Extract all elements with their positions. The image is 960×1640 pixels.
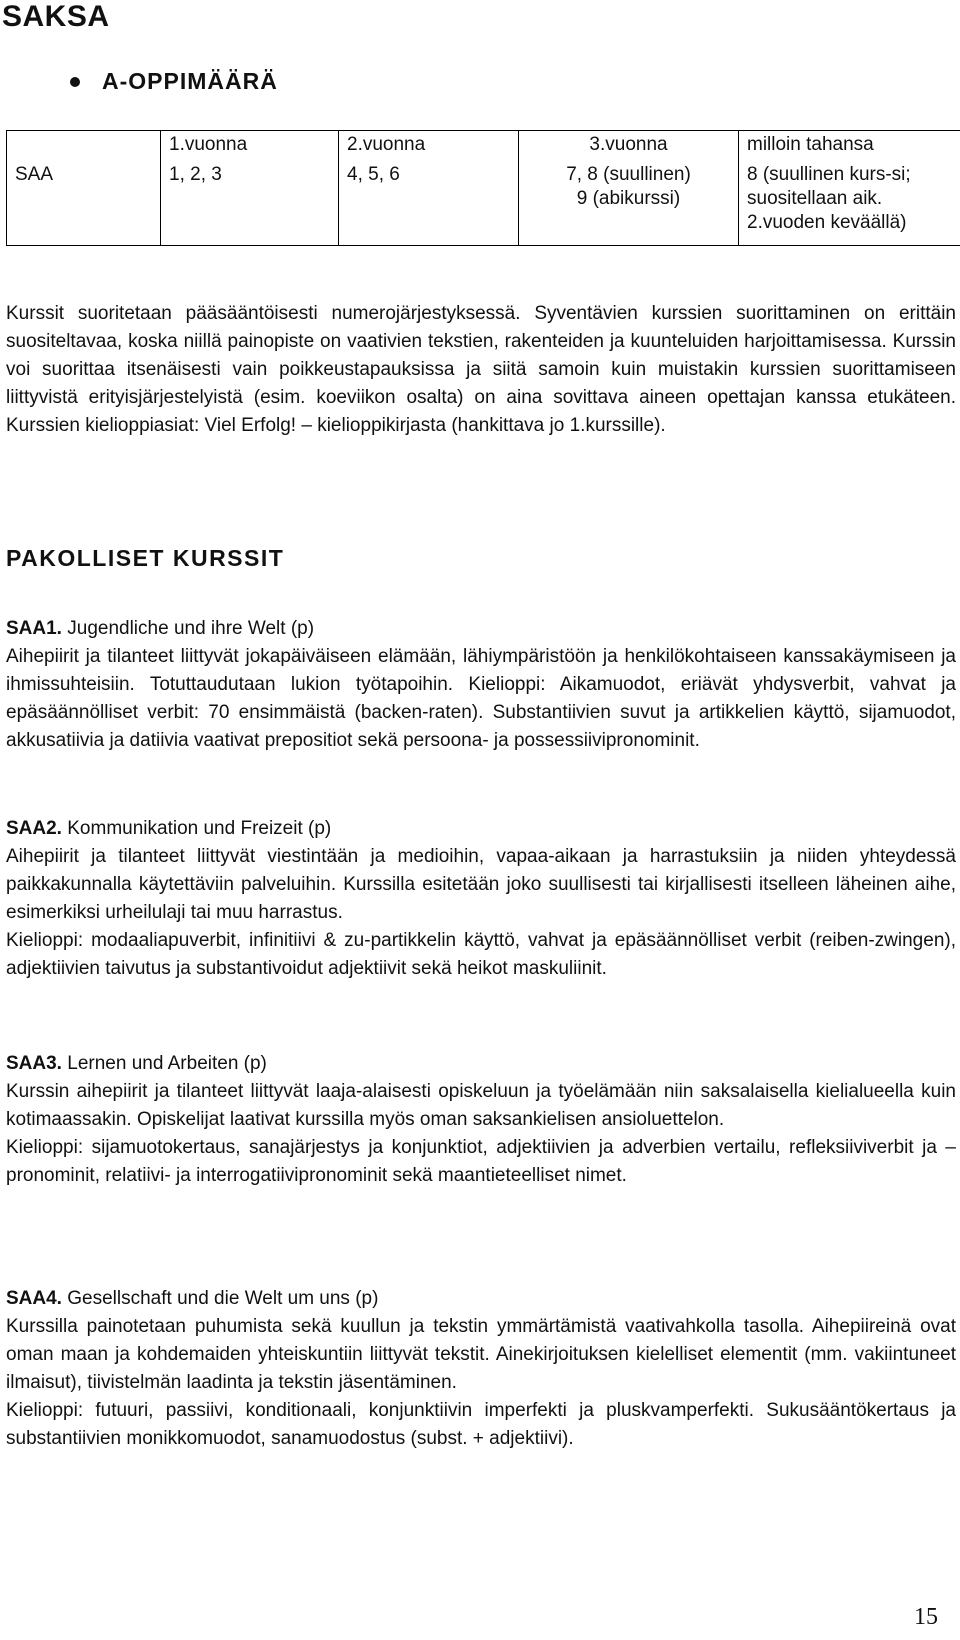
schedule-cell-year3-line2: 9 (abikurssi) bbox=[576, 188, 681, 209]
course-paragraph: Kielioppi: futuuri, passiivi, konditionaali, konjunktiivin imperfekti ja pluskvamperfekti. Sukusääntökertaus ja substantiivien monikkomuodot, sanamuodostus (subst. + adjektiivi). bbox=[6, 1400, 956, 1449]
course-paragraph: Aihepiirit ja tilanteet liittyvät viestintään ja medioihin, vapaa-aikaan ja harrastuksiin ja niiden yhteydessä paikkakunnalla käytettäviin palveluihin. Kurssilla esitetään joko suullisesti tai kirjallisesti itselleen läheinen aihe, esimerkiksi urheilulaji tai muu harrastus. bbox=[6, 846, 956, 923]
course-name: Lernen und Arbeiten (p) bbox=[67, 1053, 267, 1074]
schedule-header-cell: milloin tahansa bbox=[739, 131, 960, 162]
level-label: A-OPPIMÄÄRÄ bbox=[102, 68, 278, 94]
course-paragraph: Kurssilla painotetaan puhumista sekä kuullun ja tekstin ymmärtämistä vaativahkolla tasolla. Aihepiireinä ovat oman maan ja kohdemaiden yhteiskuntiin liittyvät tekstit. Ainekirjoituksen kielelliset elementit (mm. vakiintuneet ilmaisut), tiivistelmän laadinta ja tekstin jäsentäminen. bbox=[6, 1316, 956, 1393]
course-heading bbox=[6, 815, 956, 843]
schedule-header-row bbox=[7, 131, 960, 162]
section-title: PAKOLLISET KURSSIT bbox=[6, 545, 285, 571]
course-code: SAA3. bbox=[6, 1053, 62, 1074]
course-heading bbox=[6, 1050, 956, 1078]
course-code: SAA1. bbox=[6, 618, 62, 639]
schedule-table bbox=[6, 130, 960, 246]
schedule-row-label: SAA bbox=[7, 161, 161, 246]
course-block bbox=[6, 615, 956, 755]
schedule-cell-anytime: 8 (suullinen kurs-si; suositellaan aik. 2.vuoden keväällä) bbox=[739, 161, 960, 246]
course-heading bbox=[6, 615, 956, 643]
course-paragraph: Kielioppi: sijamuotokertaus, sanajärjestys ja konjunktiot, adjektiivien ja adverbien vertailu, refleksiiviverbit ja –pronominit, relatiivi- ja interrogatiivipronominit sekä maantieteelliset nimet. bbox=[6, 1137, 956, 1186]
course-code: SAA4. bbox=[6, 1288, 62, 1309]
course-block bbox=[6, 815, 956, 983]
level-bullet bbox=[70, 68, 278, 95]
schedule-header-cell: 2.vuonna bbox=[339, 131, 519, 162]
document-title: SAKSA bbox=[2, 0, 110, 33]
intro-paragraph: Kurssit suoritetaan pääsääntöisesti numerojärjestyksessä. Syventävien kurssien suorittaminen on erittäin suositeltavaa, koska niillä painopiste on vaativien tekstien, rakenteiden ja kuunteluiden harjoittamisessa. Kurssin voi suorittaa itsenäisesti vain poikkeustapauksissa ja siitä samoin kuin muistakin kurssien suorittamiseen liittyvistä erityisjärjestelyistä (esim. koeviikon osalta) on aina sovittava aineen opettajan kanssa etukäteen. Kurssien kielioppiasiat: Viel Erfolg! – kielioppikirjasta (hankittava jo 1.kurssille). bbox=[6, 303, 956, 436]
schedule-cell-year3 bbox=[519, 161, 739, 246]
schedule-header-cell: 3.vuonna bbox=[519, 131, 739, 162]
course-block bbox=[6, 1050, 956, 1190]
course-paragraph: Kurssin aihepiirit ja tilanteet liittyvät laaja-alaisesti opiskeluun ja työelämään niin saksalaisella kielialueella kuin kotimaassakin. Opiskelijat laativat kurssilla myös oman saksankielisen ansioluettelon. bbox=[6, 1081, 956, 1130]
schedule-cell-year2: 4, 5, 6 bbox=[339, 161, 519, 246]
course-name: Gesellschaft und die Welt um uns (p) bbox=[67, 1288, 379, 1309]
course-code: SAA2. bbox=[6, 818, 62, 839]
schedule-header-cell bbox=[7, 131, 161, 162]
schedule-header-cell: 1.vuonna bbox=[161, 131, 339, 162]
course-name: Kommunikation und Freizeit (p) bbox=[67, 818, 332, 839]
bullet-dot-icon bbox=[70, 77, 80, 87]
course-heading bbox=[6, 1285, 956, 1313]
course-name: Jugendliche und ihre Welt (p) bbox=[67, 618, 315, 639]
schedule-cell-year3-line1: 7, 8 (suullinen) bbox=[566, 164, 691, 185]
course-paragraph: Aihepiirit ja tilanteet liittyvät jokapäiväiseen elämään, lähiympäristöön ja henkilökohtaiseen kanssakäymiseen ja ihmissuhteisiin. Totuttaudutaan lukion työtapoihin. Kielioppi: Aikamuodot, eriävät yhdysverbit, vahvat ja epäsäännölliset verbit: 70 ensimmäistä (backen-raten). Substantiivien suvut ja artikkelien käyttö, sijamuodot, akkusatiivia ja datiivia vaativat prepositiot sekä persoona- ja possessiivipronominit. bbox=[6, 646, 956, 751]
course-paragraph: Kielioppi: modaaliapuverbit, infinitiivi & zu-partikkelin käyttö, vahvat ja epäsäännölliset verbit (reiben-zwingen), adjektiivien taivutus ja substantivoidut adjektiivit sekä heikot maskuliinit. bbox=[6, 930, 956, 979]
schedule-cell-year1: 1, 2, 3 bbox=[161, 161, 339, 246]
page-number: 15 bbox=[914, 1604, 938, 1630]
course-block bbox=[6, 1285, 956, 1453]
schedule-row bbox=[7, 161, 960, 246]
